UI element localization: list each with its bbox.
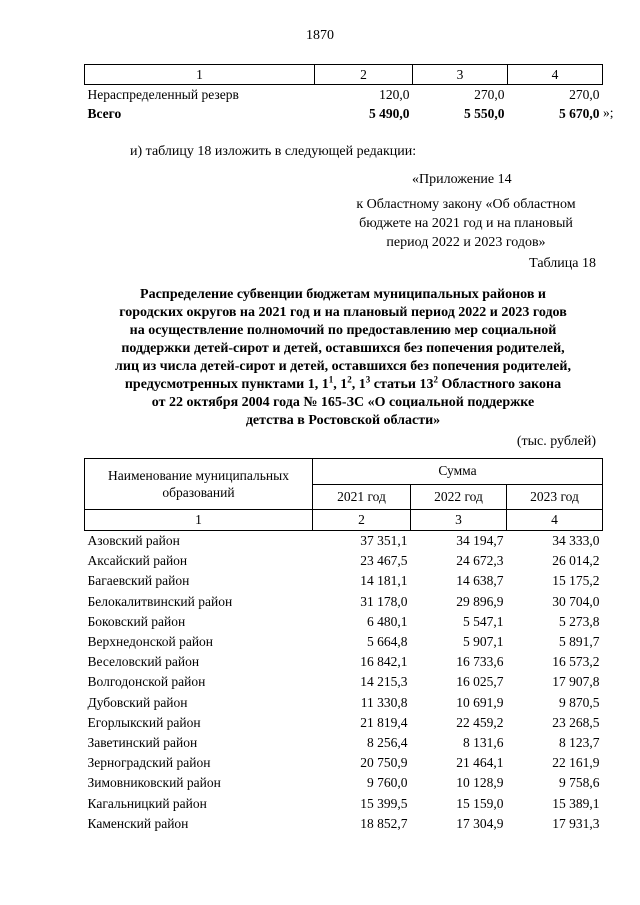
value-2022: 10 691,9 xyxy=(456,694,504,710)
appendix-line: к Областному закону «Об областном xyxy=(356,197,576,212)
municipality-name: Багаевский район xyxy=(87,573,190,589)
column-index-row xyxy=(85,510,603,531)
header-cell: 1 xyxy=(85,65,315,85)
value-2023: 15 175,2 xyxy=(552,573,600,589)
value-2023: 270,0 xyxy=(569,87,600,102)
municipality-name: Заветинский район xyxy=(87,734,198,750)
municipality-name: Верхнедонской район xyxy=(87,634,214,650)
table-row xyxy=(85,753,603,773)
closing-quote: »; xyxy=(603,105,614,120)
title-line: Распределение субвенции бюджетам муниципальных районов и xyxy=(140,287,546,302)
value-2022: 5 907,1 xyxy=(463,634,504,650)
value-2021: 8 256,4 xyxy=(367,734,408,750)
value-2023: 9 870,5 xyxy=(559,694,600,710)
table-row xyxy=(85,652,603,672)
superscript: 3 xyxy=(365,374,371,385)
municipality-name: Азовский район xyxy=(87,533,180,549)
value-2021: 15 399,5 xyxy=(360,795,408,811)
value-2023: 16 573,2 xyxy=(552,654,600,670)
title-line: от 22 октября 2004 года № 165-ЗС «О социальной поддержке xyxy=(151,395,535,410)
units-label: (тыс. рублей) xyxy=(516,434,596,449)
continuation-header-row xyxy=(85,65,603,85)
title-text: , 1 xyxy=(333,377,348,392)
value-2023: 30 704,0 xyxy=(552,593,600,609)
value-2021: 23 467,5 xyxy=(360,553,408,569)
table-row xyxy=(85,773,603,793)
value-2021: 14 215,3 xyxy=(360,674,408,690)
title-line xyxy=(84,376,602,394)
appendix-line: период 2022 и 2023 годов» xyxy=(386,235,546,250)
value-2022: 5 550,0 xyxy=(464,106,505,121)
index-cell: 2 xyxy=(313,510,411,531)
value-2023: 26 014,2 xyxy=(552,553,600,569)
continuation-table xyxy=(84,64,603,123)
value-2022: 5 547,1 xyxy=(463,613,504,629)
table-number: Таблица 18 xyxy=(529,256,596,271)
municipality-name: Аксайский район xyxy=(87,553,188,569)
subvention-table xyxy=(84,458,603,834)
value-2022: 10 128,9 xyxy=(456,775,504,791)
municipality-name: Кагальницкий район xyxy=(87,795,207,811)
value-2021: 9 760,0 xyxy=(367,775,408,791)
value-2022: 15 159,0 xyxy=(456,795,504,811)
municipality-name: Белокалитвинский район xyxy=(87,593,233,609)
title-line: городских округов на 2021 год и на плановый период 2022 и 2023 годов xyxy=(119,305,567,320)
table-title xyxy=(84,286,602,430)
row-name: Нераспределенный резерв xyxy=(87,87,239,102)
title-text: , 1 xyxy=(351,377,366,392)
title-text: Областного закона xyxy=(437,377,562,392)
table-row xyxy=(85,632,603,652)
municipality-name: Егорлыкский район xyxy=(87,714,201,730)
value-2023: 34 333,0 xyxy=(552,533,600,549)
superscript: 1 xyxy=(328,374,334,385)
appendix-block xyxy=(338,170,594,252)
table-row xyxy=(85,713,603,733)
value-2022: 17 304,9 xyxy=(456,815,504,831)
value-2023: 23 268,5 xyxy=(552,714,600,730)
page-number: 1870 xyxy=(306,28,334,43)
value-2021: 37 351,1 xyxy=(360,533,408,549)
value-2021: 18 852,7 xyxy=(360,815,408,831)
superscript: 2 xyxy=(347,374,352,385)
value-2022: 34 194,7 xyxy=(456,533,504,549)
municipality-name: Каменский район xyxy=(87,815,189,831)
table-row xyxy=(85,672,603,692)
value-2021: 14 181,1 xyxy=(360,573,408,589)
value-2021: 20 750,9 xyxy=(360,755,408,771)
value-2022: 14 638,7 xyxy=(456,573,504,589)
value-2023: 17 907,8 xyxy=(552,674,600,690)
total-row xyxy=(85,104,603,123)
row-name: Всего xyxy=(87,106,122,121)
column-header-name: Наименование муниципальных образований xyxy=(85,459,313,510)
table-row xyxy=(85,733,603,753)
title-line: поддержки детей-сирот и детей, оставшихся без попечения родителей, xyxy=(121,341,565,356)
municipality-name: Дубовский район xyxy=(87,694,188,710)
column-header-year: 2022 год xyxy=(411,484,507,510)
header-cell: 2 xyxy=(315,65,413,85)
intro-text: и) таблицу 18 изложить в следующей редакции: xyxy=(130,144,417,159)
value-2022: 29 896,9 xyxy=(456,593,504,609)
title-text: статьи 13 xyxy=(370,377,434,392)
table-row xyxy=(85,551,603,571)
value-2022: 21 464,1 xyxy=(456,755,504,771)
appendix-line: бюджете на 2021 год и на плановый xyxy=(359,216,573,231)
value-2021: 120,0 xyxy=(379,87,410,102)
value-2022: 16 733,6 xyxy=(456,654,504,670)
value-2023: 9 758,6 xyxy=(559,775,600,791)
value-2021: 11 330,8 xyxy=(360,694,408,710)
value-2021: 5 664,8 xyxy=(367,634,408,650)
table-row xyxy=(85,612,603,632)
table-row xyxy=(85,531,603,552)
value-2022: 270,0 xyxy=(474,87,505,102)
municipality-name: Волгодонской район xyxy=(87,674,206,690)
column-header-year: 2023 год xyxy=(507,484,603,510)
value-2021: 31 178,0 xyxy=(360,593,408,609)
table-row xyxy=(85,814,603,834)
title-line: детства в Ростовской области» xyxy=(245,413,441,428)
index-cell: 3 xyxy=(411,510,507,531)
header-cell: 3 xyxy=(413,65,508,85)
value-2023: 5 670,0 xyxy=(559,106,600,121)
column-header-sum: Сумма xyxy=(313,459,603,485)
value-2023: 22 161,9 xyxy=(552,755,600,771)
table-row xyxy=(85,793,603,813)
municipality-name: Зимовниковский район xyxy=(87,775,221,791)
title-line: на осуществление полномочий по предоставлению мер социальной xyxy=(129,323,557,338)
value-2021: 5 490,0 xyxy=(369,106,410,121)
appendix-line: «Приложение 14 xyxy=(412,172,512,187)
index-cell: 1 xyxy=(85,510,313,531)
municipality-name: Боковский район xyxy=(87,613,186,629)
municipality-name: Веселовский район xyxy=(87,654,200,670)
value-2021: 21 819,4 xyxy=(360,714,408,730)
table-row xyxy=(85,592,603,612)
value-2023: 15 389,1 xyxy=(552,795,600,811)
value-2023: 17 931,3 xyxy=(552,815,600,831)
title-line: лиц из числа детей-сирот и детей, оставшихся без попечения родителей, xyxy=(115,359,571,374)
value-2023: 5 273,8 xyxy=(559,613,600,629)
value-2021: 6 480,1 xyxy=(367,613,408,629)
table-row xyxy=(85,85,603,105)
index-cell: 4 xyxy=(507,510,603,531)
table-row xyxy=(85,693,603,713)
superscript: 2 xyxy=(433,374,438,385)
value-2022: 24 672,3 xyxy=(456,553,504,569)
header-cell: 4 xyxy=(508,65,603,85)
value-2023: 5 891,7 xyxy=(559,634,600,650)
table-row xyxy=(85,571,603,591)
value-2023: 8 123,7 xyxy=(559,734,600,750)
value-2021: 16 842,1 xyxy=(360,654,408,670)
municipality-name: Зерноградский район xyxy=(87,755,211,771)
value-2022: 8 131,6 xyxy=(463,734,504,750)
value-2022: 16 025,7 xyxy=(456,674,504,690)
title-text: предусмотренных пунктами 1, 1 xyxy=(124,377,329,392)
column-header-year: 2021 год xyxy=(313,484,411,510)
value-2022: 22 459,2 xyxy=(456,714,504,730)
